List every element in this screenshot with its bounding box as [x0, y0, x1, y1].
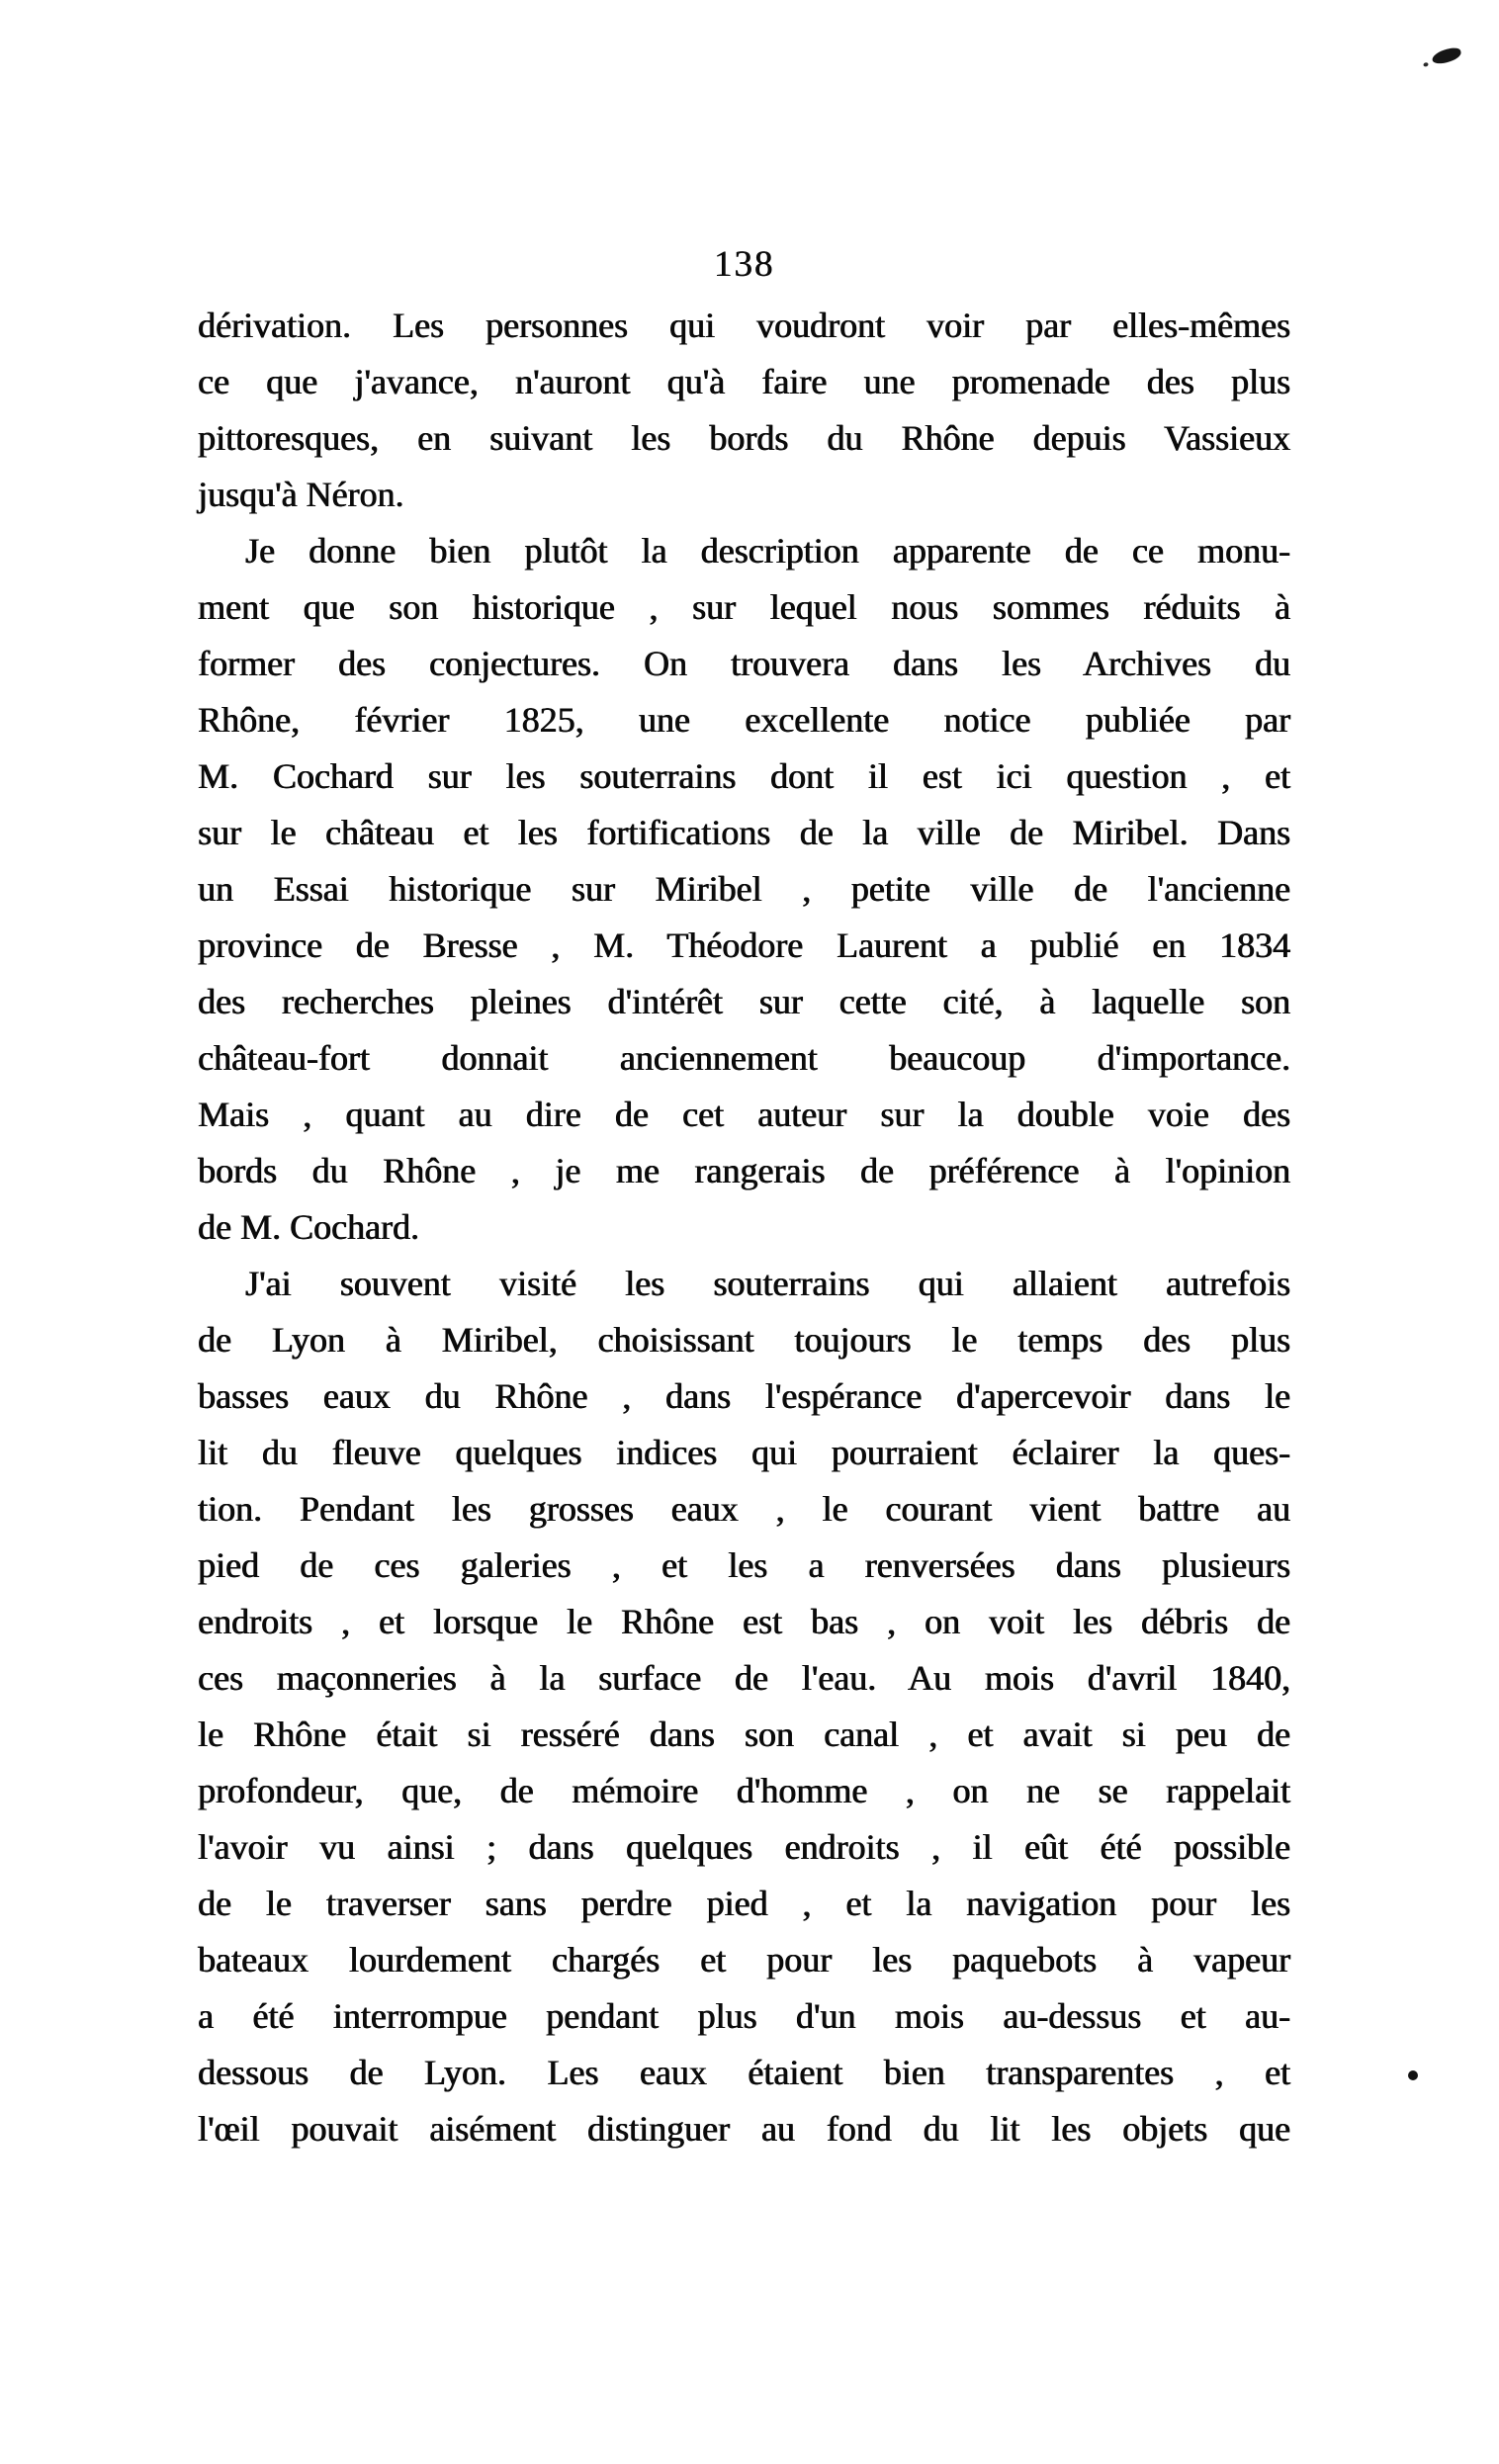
- text-line: lit du fleuve quelques indices qui pourraient éclairer la ques-: [198, 1433, 1290, 1472]
- text-line: ces maçonneries à la surface de l'eau. Au mois d'avril 1840,: [198, 1658, 1290, 1698]
- text-line: sur le château et les fortifications de la ville de Miribel. Dans: [198, 813, 1290, 852]
- text-line: basses eaux du Rhône , dans l'espérance d'apercevoir dans le: [198, 1376, 1290, 1416]
- text-line: tion. Pendant les grosses eaux , le courant vient battre au: [198, 1489, 1290, 1529]
- text-line: jusqu'à Néron.: [198, 475, 404, 514]
- text-line: l'avoir vu ainsi ; dans quelques endroits , il eût été possible: [198, 1827, 1290, 1867]
- text-line: Mais , quant au dire de cet auteur sur la double voie des: [198, 1095, 1290, 1134]
- text-line: de Lyon à Miribel, choisissant toujours le temps des plus: [198, 1320, 1290, 1360]
- text-line: dessous de Lyon. Les eaux étaient bien transparentes , et: [198, 2053, 1290, 2092]
- ink-smudge: [1431, 46, 1462, 66]
- text-line: pittoresques, en suivant les bords du Rhône depuis Vassieux: [198, 418, 1290, 458]
- text-line: province de Bresse , M. Théodore Laurent a publié en 1834: [198, 925, 1290, 965]
- text-line: un Essai historique sur Miribel , petite ville de l'ancienne: [198, 869, 1290, 909]
- text-line: pied de ces galeries , et les a renversées dans plusieurs: [198, 1545, 1290, 1585]
- text-line: J'ai souvent visité les souterrains qui allaient autrefois: [245, 1264, 1290, 1303]
- page-body: [198, 298, 1290, 2157]
- text-line: de le traverser sans perdre pied , et la navigation pour les: [198, 1884, 1290, 1923]
- text-line: bateaux lourdement chargés et pour les paquebots à vapeur: [198, 1940, 1290, 1980]
- text-line: des recherches pleines d'intérêt sur cette cité, à laquelle son: [198, 982, 1290, 1021]
- text-line: château-fort donnait anciennement beaucoup d'importance.: [198, 1038, 1290, 1078]
- text-line: ment que son historique , sur lequel nous sommes réduits à: [198, 587, 1290, 627]
- text-line: l'œil pouvait aisément distinguer au fond du lit les objets que: [198, 2109, 1290, 2149]
- ink-dot: [1408, 2070, 1418, 2080]
- text-line: ce que j'avance, n'auront qu'à faire une promenade des plus: [198, 362, 1290, 401]
- text-line: Je donne bien plutôt la description apparente de ce monu-: [245, 531, 1290, 571]
- text-line: Rhône, février 1825, une excellente notice publiée par: [198, 700, 1290, 740]
- text-line: a été interrompue pendant plus d'un mois au-dessus et au-: [198, 1996, 1290, 2036]
- text-line: M. Cochard sur les souterrains dont il est ici question , et: [198, 756, 1290, 796]
- text-line: le Rhône était si resséré dans son canal , et avait si peu de: [198, 1715, 1290, 1754]
- text-line: de M. Cochard.: [198, 1207, 419, 1247]
- text-line: former des conjectures. On trouvera dans les Archives du: [198, 644, 1290, 683]
- page-number: 138: [713, 244, 775, 285]
- text-line: profondeur, que, de mémoire d'homme , on ne se rappelait: [198, 1771, 1290, 1810]
- text-line: endroits , et lorsque le Rhône est bas , on voit les débris de: [198, 1602, 1290, 1641]
- text-line: dérivation. Les personnes qui voudront voir par elles-mêmes: [198, 306, 1290, 345]
- text-line: bords du Rhône , je me rangerais de préférence à l'opinion: [198, 1151, 1290, 1190]
